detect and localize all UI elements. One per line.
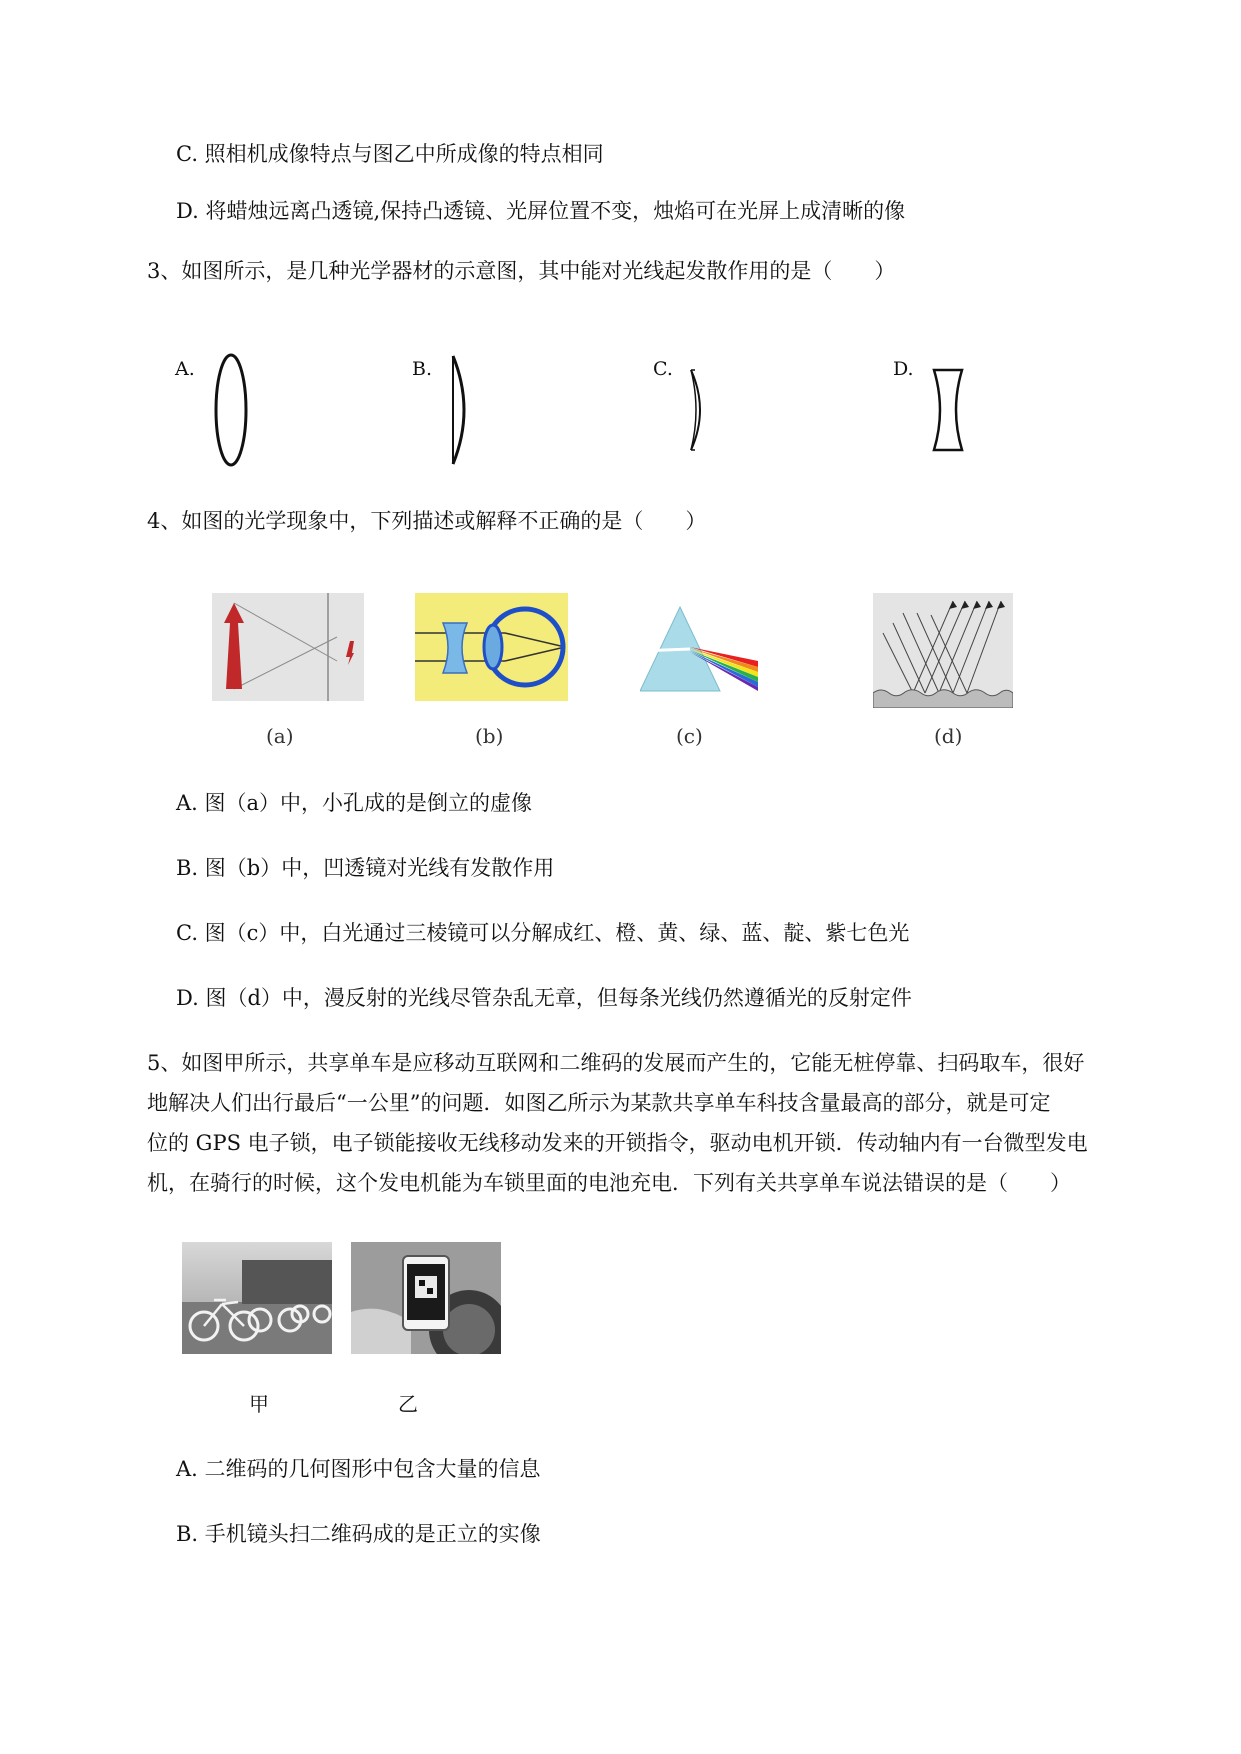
q3-label-c: C. xyxy=(653,358,673,380)
q5-stem-line-1: 5、如图甲所示，共享单车是应移动互联网和二维码的发展而产生的，它能无桩停靠、扫码取车，很好 xyxy=(147,1051,1085,1075)
q4-option-c: C. 图（c）中，白光通过三棱镜可以分解成红、橙、黄、绿、蓝、靛、紫七色光 xyxy=(176,921,910,945)
q5-caption-jia: 甲 xyxy=(249,1392,269,1416)
q4-option-b: B. 图（b）中，凹透镜对光线有发散作用 xyxy=(176,856,555,880)
q3-label-a: A. xyxy=(175,358,195,380)
q5-stem-line-4: 机，在骑行的时候，这个发电机能为车锁里面的电池充电．下列有关共享单车说法错误的是（ ） xyxy=(147,1171,1071,1195)
q4-option-d: D. 图（d）中，漫反射的光线尽管杂乱无章，但每条光线仍然遵循光的反射定件 xyxy=(176,986,912,1010)
phone-scan-lock-photo xyxy=(351,1242,501,1354)
q3-label-d: D. xyxy=(893,358,914,380)
prism-dispersion-figure xyxy=(640,605,760,695)
pinhole-camera-figure xyxy=(212,593,364,701)
q5-stem-line-2: 地解决人们出行最后“一公里”的问题．如图乙所示为某款共享单车科技含量最高的部分，就是可定 xyxy=(147,1091,1051,1115)
q2-option-c: C. 照相机成像特点与图乙中所成像的特点相同 xyxy=(176,142,604,166)
biconvex-lens-icon xyxy=(210,352,252,468)
q3-stem: 3、如图所示，是几种光学器材的示意图，其中能对光线起发散作用的是（ ） xyxy=(147,259,896,283)
q5-option-b: B. 手机镜头扫二维码成的是正立的实像 xyxy=(176,1522,541,1546)
myopia-correction-figure xyxy=(415,593,568,701)
q4-caption-d: (d) xyxy=(934,724,963,748)
q5-stem-line-3: 位的 GPS 电子锁，电子锁能接收无线移动发来的开锁指令，驱动电机开锁．传动轴内有一台微型发电 xyxy=(147,1131,1088,1155)
q2-option-d: D. 将蜡烛远离凸透镜,保持凸透镜、光屏位置不变，烛焰可在光屏上成清晰的像 xyxy=(176,199,906,223)
q4-caption-a: (a) xyxy=(266,724,294,748)
q4-caption-b: (b) xyxy=(475,724,504,748)
q3-label-b: B. xyxy=(412,358,433,380)
q4-stem: 4、如图的光学现象中，下列描述或解释不正确的是（ ） xyxy=(147,509,707,533)
biconcave-lens-icon xyxy=(930,366,966,454)
q4-option-a: A. 图（a）中，小孔成的是倒立的虚像 xyxy=(176,791,533,815)
q4-caption-c: (c) xyxy=(676,724,703,748)
plano-convex-lens-icon xyxy=(445,352,481,468)
diffuse-reflection-figure xyxy=(873,593,1013,708)
shared-bikes-photo xyxy=(182,1242,332,1354)
q5-option-a: A. 二维码的几何图形中包含大量的信息 xyxy=(176,1457,541,1481)
concave-convex-lens-icon xyxy=(685,366,715,454)
q5-caption-yi: 乙 xyxy=(398,1392,418,1416)
